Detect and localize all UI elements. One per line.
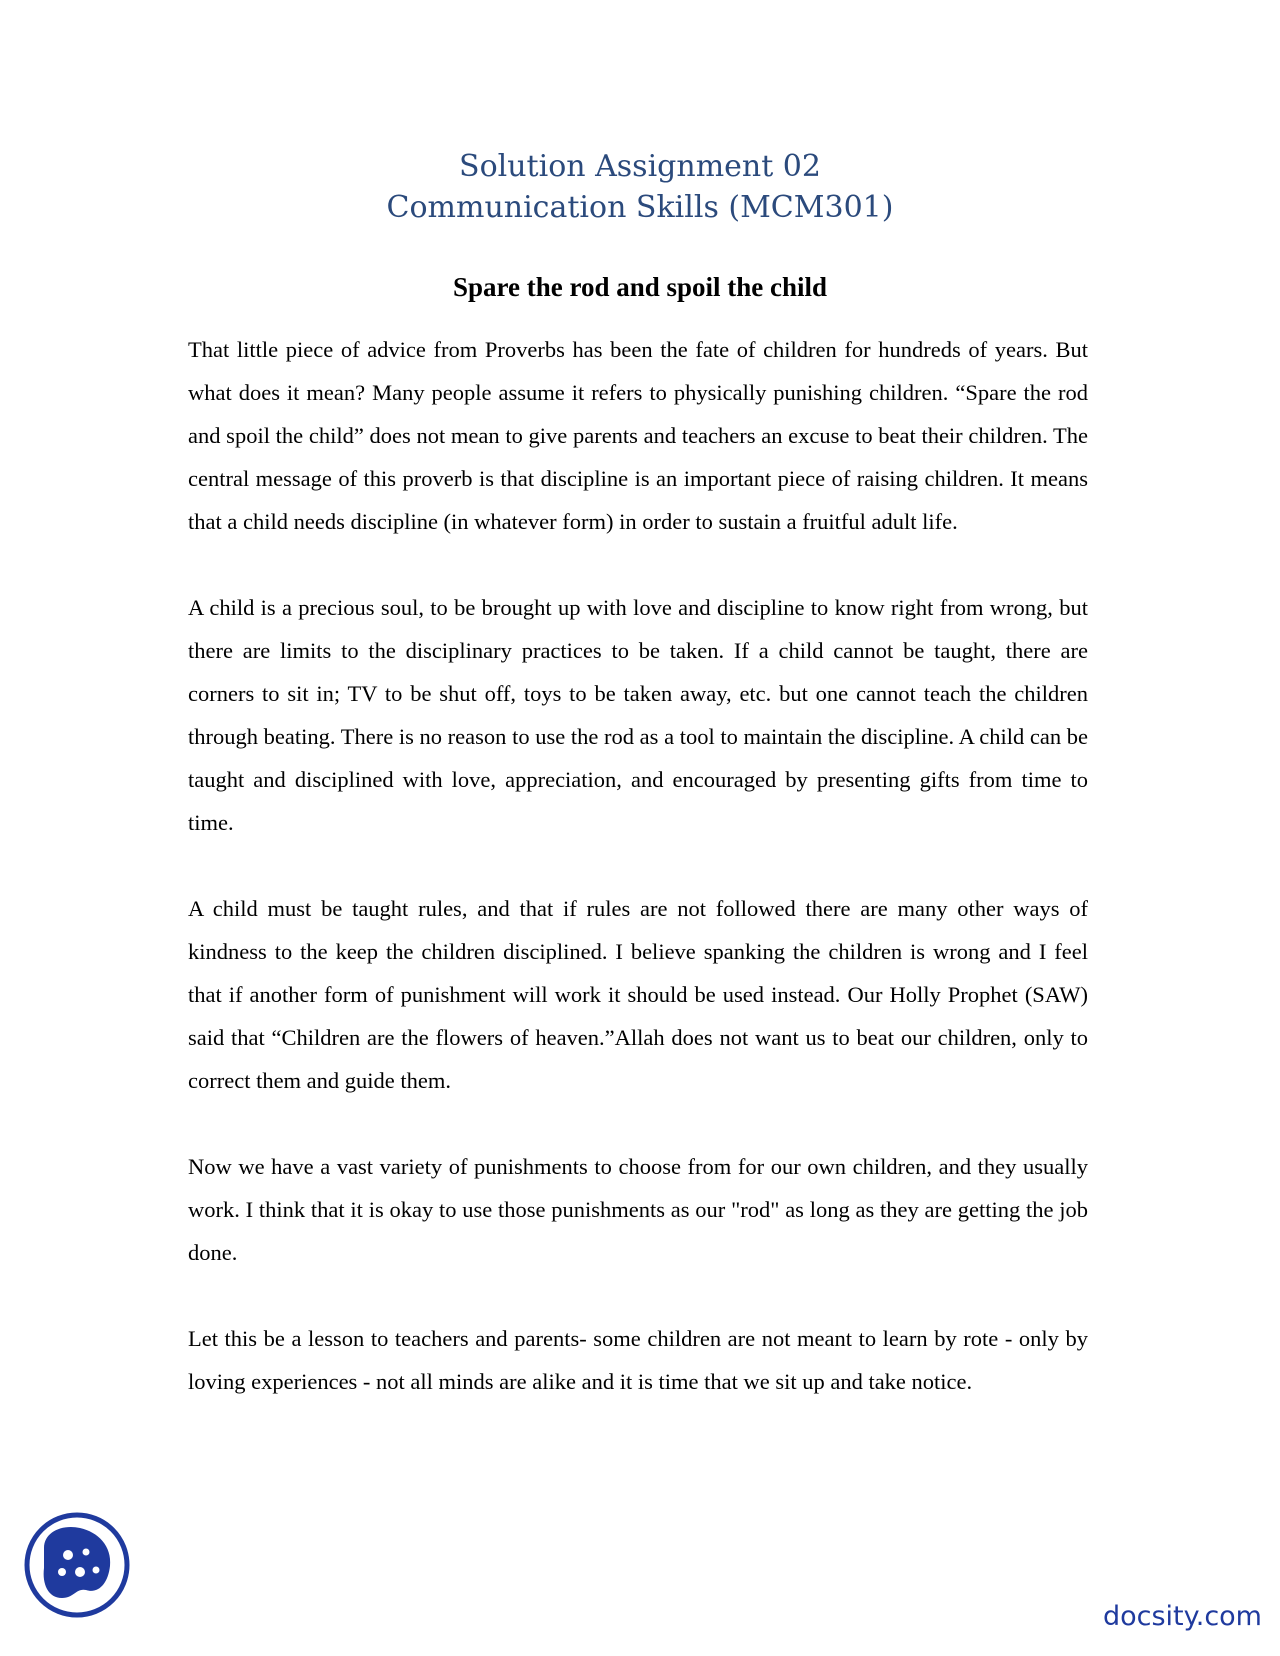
paragraph: A child is a precious soul, to be brought up with love and discipline to know right from wrong, but there are limits to the disciplinary practices to be taken. If a child cannot be taught, there are corners to sit in; TV to be shut off, toys to be taken away, etc. but one cannot teach the children through beating. There is no reason to use the rod as a tool to maintain the discipline. A child can be taught and disciplined with love, appreciation, and encouraged by presenting gifts from time to time. — [188, 595, 1088, 835]
docsity-watermark[interactable]: docsity.com — [1102, 1601, 1262, 1632]
essay-body — [188, 328, 1088, 1446]
document-title — [0, 146, 1280, 228]
essay-heading: Spare the rod and spoil the child — [452, 272, 828, 302]
paragraph: Now we have a vast variety of punishments to choose from for our own children, and they usually work. I think that it is okay to use those punishments as our "rod" as long as they are getting the job done. — [188, 1154, 1088, 1265]
paragraph: A child must be taught rules, and that if rules are not followed there are many other ways of kindness to the keep the children disciplined. I believe spanking the children is wrong and I feel that if another form of punishment will work it should be used instead. Our Holly Prophet (SAW) said that “Children are the flowers of heaven.”Allah does not want us to beat our children, only to correct them and guide them. — [188, 896, 1088, 1093]
paragraph: That little piece of advice from Proverbs has been the fate of children for hundreds of years. But what does it mean? Many people assume it refers to physically punishing children. “Spare the rod and spoil the child” does not mean to give parents and teachers an excuse to beat their children. The central message of this proverb is that discipline is an important piece of raising children. It means that a child needs discipline (in whatever form) in order to sustain a fruitful adult life. — [188, 337, 1088, 534]
docsity-logo-icon — [22, 1510, 132, 1620]
title-line-1: Solution Assignment 02 — [459, 149, 821, 184]
paragraph: Let this be a lesson to teachers and parents- some children are not meant to learn by rote - only by loving experiences - not all minds are alike and it is time that we sit up and take notice. — [188, 1326, 1088, 1394]
title-line-2: Communication Skills (MCM301) — [386, 190, 894, 225]
